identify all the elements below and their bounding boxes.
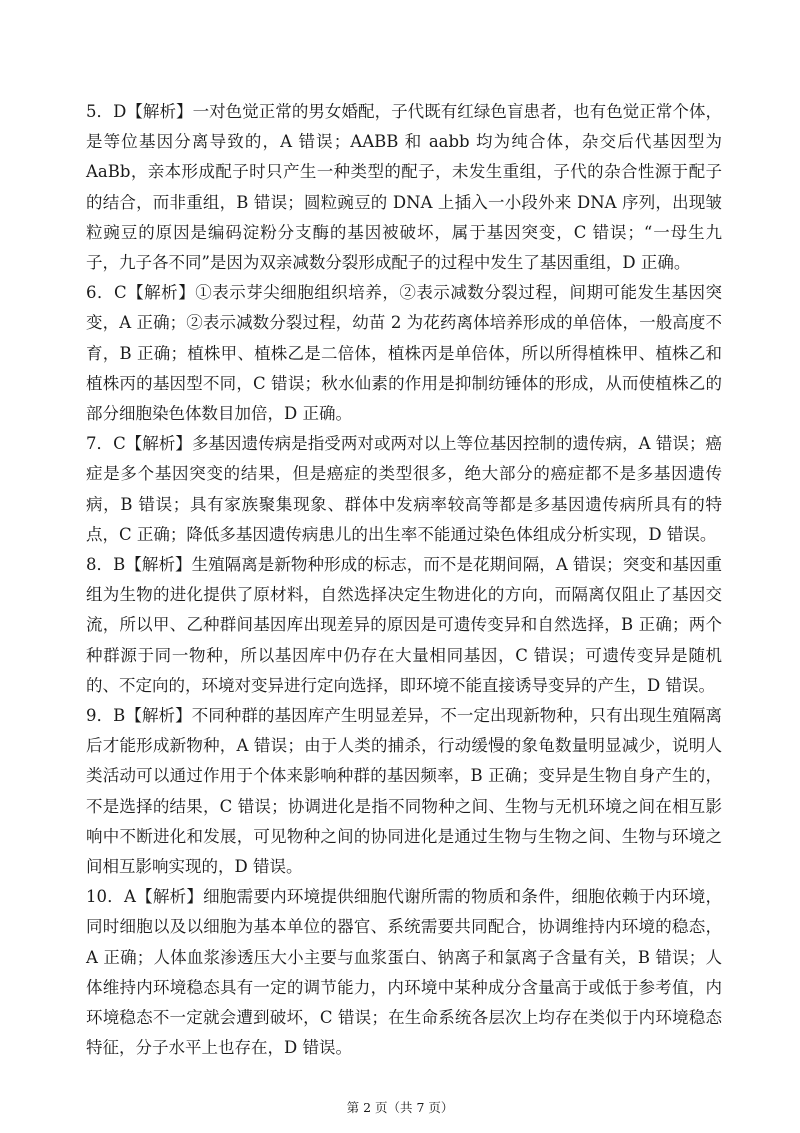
item-text: 多基因遗传病是指受两对或两对以上等位基因控制的遗传病，A 错误；癌症是多个基因突变的结果，但是癌症的类型很多，绝大部分的癌症都不是多基因遗传病，B 错误；具有家族聚集现象、群体中发病率较高等都是多基因遗传病所具有的特点，C 正确；降低多基因遗传病患儿的出生率不能通过染色体组成分析实现，D 错误。 xyxy=(86,434,723,544)
item-answer: A xyxy=(124,887,136,907)
item-answer: B xyxy=(113,555,126,575)
item-number: 10． xyxy=(86,887,124,907)
item-number: 5． xyxy=(86,102,114,121)
item-number: 7． xyxy=(86,434,114,454)
item-tag: 【解析】 xyxy=(125,555,192,575)
item-answer: C xyxy=(114,283,127,303)
item-answer: C xyxy=(113,434,126,454)
item-text: 一对色觉正常的男女婚配，子代既有红绿色盲患者，也有色觉正常个体，是等位基因分离导致的，A 错误；AABB 和 aabb 均为纯合体，杂交后代基因型为 AaBb，亲本形成配子时只产生一种类型的配子，未发生重组，子代的杂合性源于配子的结合，而非重组，B 错误；圆粒豌豆的 DNA 上插入一小段外来 DNA 序列，出现皱粒豌豆的原因是编码淀粉分支酶的基因被破坏，属于基因突变，C 错误；“一母生九子，九子各不同”是因为双亲减数分裂形成配子的过程中发生了基因重组，D 正确。 xyxy=(86,102,723,273)
explanation-item-8 xyxy=(86,550,722,701)
item-text: 生殖隔离是新物种形成的标志，而不是花期间隔，A 错误；突变和基因重组为生物的进化提供了原材料，自然选择决定生物进化的方向，而隔离仅阻止了基因交流，所以甲、乙种群间基因库出现差异的原因是可遗传变异和自然选择，B 正确；两个种群源于同一物种，所以基因库中仍存在大量相同基因，C 错误；可遗传变异是随机的、不定向的，环境对变异进行定向选择，即环境不能直接诱导变异的产生，D 错误。 xyxy=(86,555,723,695)
item-answer: B xyxy=(113,706,126,726)
explanation-item-6 xyxy=(86,278,722,429)
item-tag: 【解析】 xyxy=(126,102,193,121)
item-answer: D xyxy=(113,102,127,121)
item-number: 6． xyxy=(86,283,115,303)
item-text: ①表示芽尖细胞组织培养，②表示减数分裂过程，间期可能发生基因突变，A 正确；②表示减数分裂过程，幼苗 2 为花药离体培养形成的单倍体，一般高度不育，B 正确；植株甲、植株乙是二倍体，植株丙是单倍体，所以所得植株甲、植株乙和植株丙的基因型不同，C 错误；秋水仙素的作用是抑制纺锤体的形成，从而使植株乙的部分细胞染色体数目加倍，D 正确。 xyxy=(86,283,723,424)
item-number: 8． xyxy=(86,555,114,575)
item-tag: 【解析】 xyxy=(126,283,196,303)
explanation-item-10 xyxy=(86,882,722,1063)
item-tag: 【解析】 xyxy=(125,434,192,454)
item-tag: 【解析】 xyxy=(125,706,192,726)
item-text: 细胞需要内环境提供细胞代谢所需的物质和条件，细胞依赖于内环境，同时细胞以及以细胞为基本单位的器官、系统需要共同配合，协调维持内环境的稳态，A 正确；人体血浆渗透压大小主要与血浆蛋白、钠离子和氯离子含量有关，B 错误；人体维持内环境稳态具有一定的调节能力，内环境中某种成分含量高于或低于参考值，内环境稳态不一定就会遭到破坏，C 错误；在生命系统各层次上均存在类似于内环境稳态特征，分子水平上也存在，D 错误。 xyxy=(86,887,723,1058)
explanation-item-7 xyxy=(86,429,722,550)
page-footer: 第 2 页（共 7 页） xyxy=(346,1100,454,1115)
item-text: 不同种群的基因库产生明显差异，不一定出现新物种，只有出现生殖隔离后才能形成新物种，A 错误；由于人类的捕杀，行动缓慢的象龟数量明显减少，说明人类活动可以通过作用于个体来影响种群的基因频率，B 正确；变异是生物自身产生的，不是选择的结果，C 错误；协调进化是指不同物种之间、生物与无机环境之间在相互影响中不断进化和发展，可见物种之间的协同进化是通过生物与生物之间、生物与环境之间相互影响实现的，D 错误。 xyxy=(86,706,723,877)
answer-explanations xyxy=(86,97,722,1064)
explanation-item-5 xyxy=(86,97,722,278)
item-number: 9． xyxy=(86,706,114,726)
explanation-item-9 xyxy=(86,701,722,882)
item-tag: 【解析】 xyxy=(135,887,204,907)
